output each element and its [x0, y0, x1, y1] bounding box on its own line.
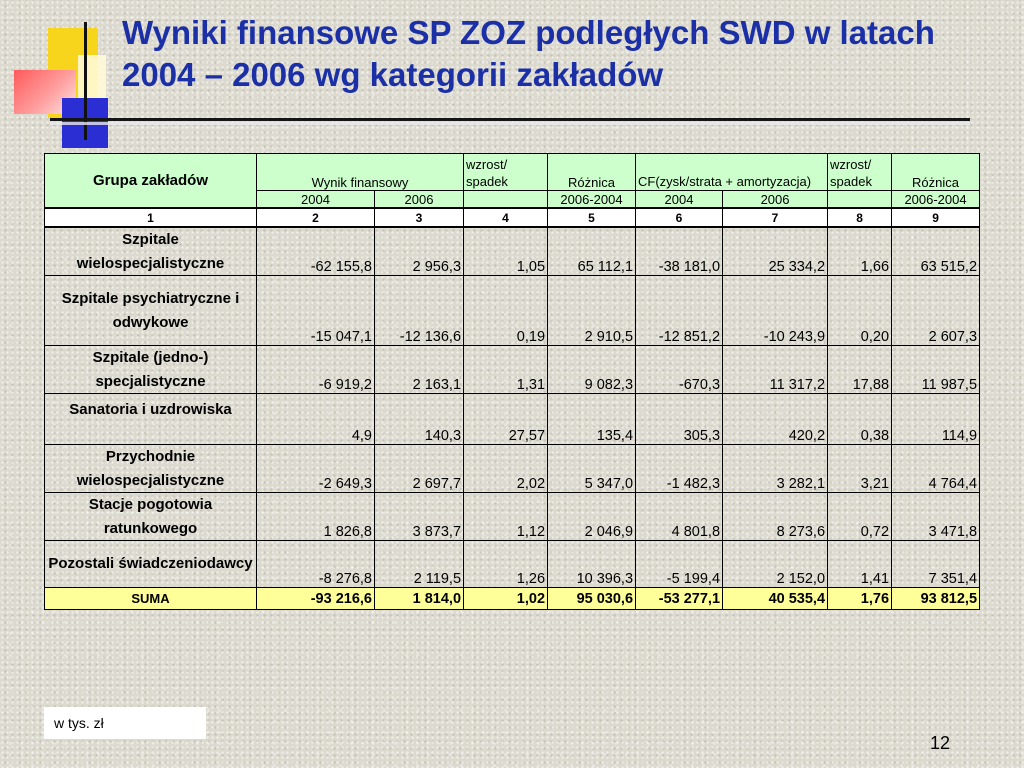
sum-label: SUMA [45, 588, 257, 610]
cell: 65 112,1 [548, 227, 636, 276]
unit-note: w tys. zł [44, 707, 206, 739]
cell: 3 873,7 [375, 493, 464, 541]
cell: 7 351,4 [892, 541, 980, 588]
year-cf-2004: 2004 [636, 191, 723, 209]
sum-row [45, 588, 980, 610]
cell: 2,02 [464, 445, 548, 493]
header-wzrost-spadek-2: wzrost/ spadek [828, 154, 892, 191]
sum-cell: 1,02 [464, 588, 548, 610]
sum-cell: 1,76 [828, 588, 892, 610]
col-number: 4 [464, 208, 548, 227]
row-label: Szpitale wielospecjalistyczne [45, 227, 257, 276]
cell: -5 199,4 [636, 541, 723, 588]
column-number-row [45, 208, 980, 227]
col-number: 3 [375, 208, 464, 227]
cell: 0,38 [828, 394, 892, 445]
table-row [45, 346, 980, 394]
cell: 2 046,9 [548, 493, 636, 541]
sum-cell: 95 030,6 [548, 588, 636, 610]
year-diff-2: 2006-2004 [892, 191, 980, 209]
cell: -6 919,2 [257, 346, 375, 394]
cell: 4 801,8 [636, 493, 723, 541]
cell: 10 396,3 [548, 541, 636, 588]
year-wynik-2004: 2004 [257, 191, 375, 209]
col-number: 6 [636, 208, 723, 227]
header-wzrost-spadek-1: wzrost/ spadek [464, 154, 548, 191]
cell: 4 764,4 [892, 445, 980, 493]
cell: 1,66 [828, 227, 892, 276]
cell: 2 607,3 [892, 276, 980, 346]
table-row [45, 276, 980, 346]
cell: -15 047,1 [257, 276, 375, 346]
cell: 1 826,8 [257, 493, 375, 541]
year-cf-2006: 2006 [723, 191, 828, 209]
cell: 135,4 [548, 394, 636, 445]
cell: 9 082,3 [548, 346, 636, 394]
sum-cell: -93 216,6 [257, 588, 375, 610]
header-group: Grupa zakładów [45, 154, 257, 209]
cell: 2 163,1 [375, 346, 464, 394]
cell: -670,3 [636, 346, 723, 394]
cell: 0,72 [828, 493, 892, 541]
cell: 5 347,0 [548, 445, 636, 493]
cell: 114,9 [892, 394, 980, 445]
cell: 2 697,7 [375, 445, 464, 493]
cell: -1 482,3 [636, 445, 723, 493]
cell: 0,20 [828, 276, 892, 346]
cell: -62 155,8 [257, 227, 375, 276]
title-underline [50, 118, 970, 121]
cell: 27,57 [464, 394, 548, 445]
col-number: 2 [257, 208, 375, 227]
cell: 1,41 [828, 541, 892, 588]
cell: 4,9 [257, 394, 375, 445]
table-row [45, 445, 980, 493]
cell: -10 243,9 [723, 276, 828, 346]
cell: -2 649,3 [257, 445, 375, 493]
cell: 140,3 [375, 394, 464, 445]
cell: 1,31 [464, 346, 548, 394]
cell: 2 956,3 [375, 227, 464, 276]
cell: 25 334,2 [723, 227, 828, 276]
cell: 3 471,8 [892, 493, 980, 541]
cell: 1,26 [464, 541, 548, 588]
col-number: 8 [828, 208, 892, 227]
financial-results-table [44, 153, 980, 610]
row-label: Pozostali świadczeniodawcy [45, 541, 257, 588]
row-label: Sanatoria i uzdrowiska [45, 394, 257, 445]
cell: 1,12 [464, 493, 548, 541]
cell: 305,3 [636, 394, 723, 445]
year-empty-1 [464, 191, 548, 209]
col-number: 9 [892, 208, 980, 227]
cell: 11 317,2 [723, 346, 828, 394]
sum-cell: 1 814,0 [375, 588, 464, 610]
col-number: 1 [45, 208, 257, 227]
cell: 11 987,5 [892, 346, 980, 394]
col-number: 7 [723, 208, 828, 227]
table-row [45, 493, 980, 541]
cell: 420,2 [723, 394, 828, 445]
cell: 1,05 [464, 227, 548, 276]
cell: 63 515,2 [892, 227, 980, 276]
cell: 3 282,1 [723, 445, 828, 493]
header-row [45, 154, 980, 191]
page-number: 12 [930, 733, 951, 753]
header-roznica-1: Różnica [548, 154, 636, 191]
sum-cell: 93 812,5 [892, 588, 980, 610]
cell: -12 136,6 [375, 276, 464, 346]
cell: 0,19 [464, 276, 548, 346]
header-roznica-2: Różnica [892, 154, 980, 191]
table-row [45, 227, 980, 276]
sum-cell: 40 535,4 [723, 588, 828, 610]
row-label: Przychodnie wielospecjalistyczne [45, 445, 257, 493]
year-empty-2 [828, 191, 892, 209]
row-label: Szpitale (jedno-) specjalistyczne [45, 346, 257, 394]
title-underline-highlight [50, 122, 970, 125]
cell: 3,21 [828, 445, 892, 493]
year-wynik-2006: 2006 [375, 191, 464, 209]
header-wynik-finansowy: Wynik finansowy [257, 154, 464, 191]
table-row [45, 394, 980, 445]
cell: 2 152,0 [723, 541, 828, 588]
row-label: Szpitale psychiatryczne i odwykowe [45, 276, 257, 346]
cell: 2 119,5 [375, 541, 464, 588]
year-diff-1: 2006-2004 [548, 191, 636, 209]
col-number: 5 [548, 208, 636, 227]
cell: -38 181,0 [636, 227, 723, 276]
cell: 17,88 [828, 346, 892, 394]
sum-cell: -53 277,1 [636, 588, 723, 610]
cell: -8 276,8 [257, 541, 375, 588]
slide-title: Wyniki finansowe SP ZOZ podległych SWD w latach 2004 – 2006 wg kategorii zakładów [122, 14, 935, 93]
row-label: Stacje pogotowia ratunkowego [45, 493, 257, 541]
table-row [45, 541, 980, 588]
cell: -12 851,2 [636, 276, 723, 346]
header-cf: CF(zysk/strata + amortyzacja) [636, 154, 828, 191]
cell: 8 273,6 [723, 493, 828, 541]
cell: 2 910,5 [548, 276, 636, 346]
